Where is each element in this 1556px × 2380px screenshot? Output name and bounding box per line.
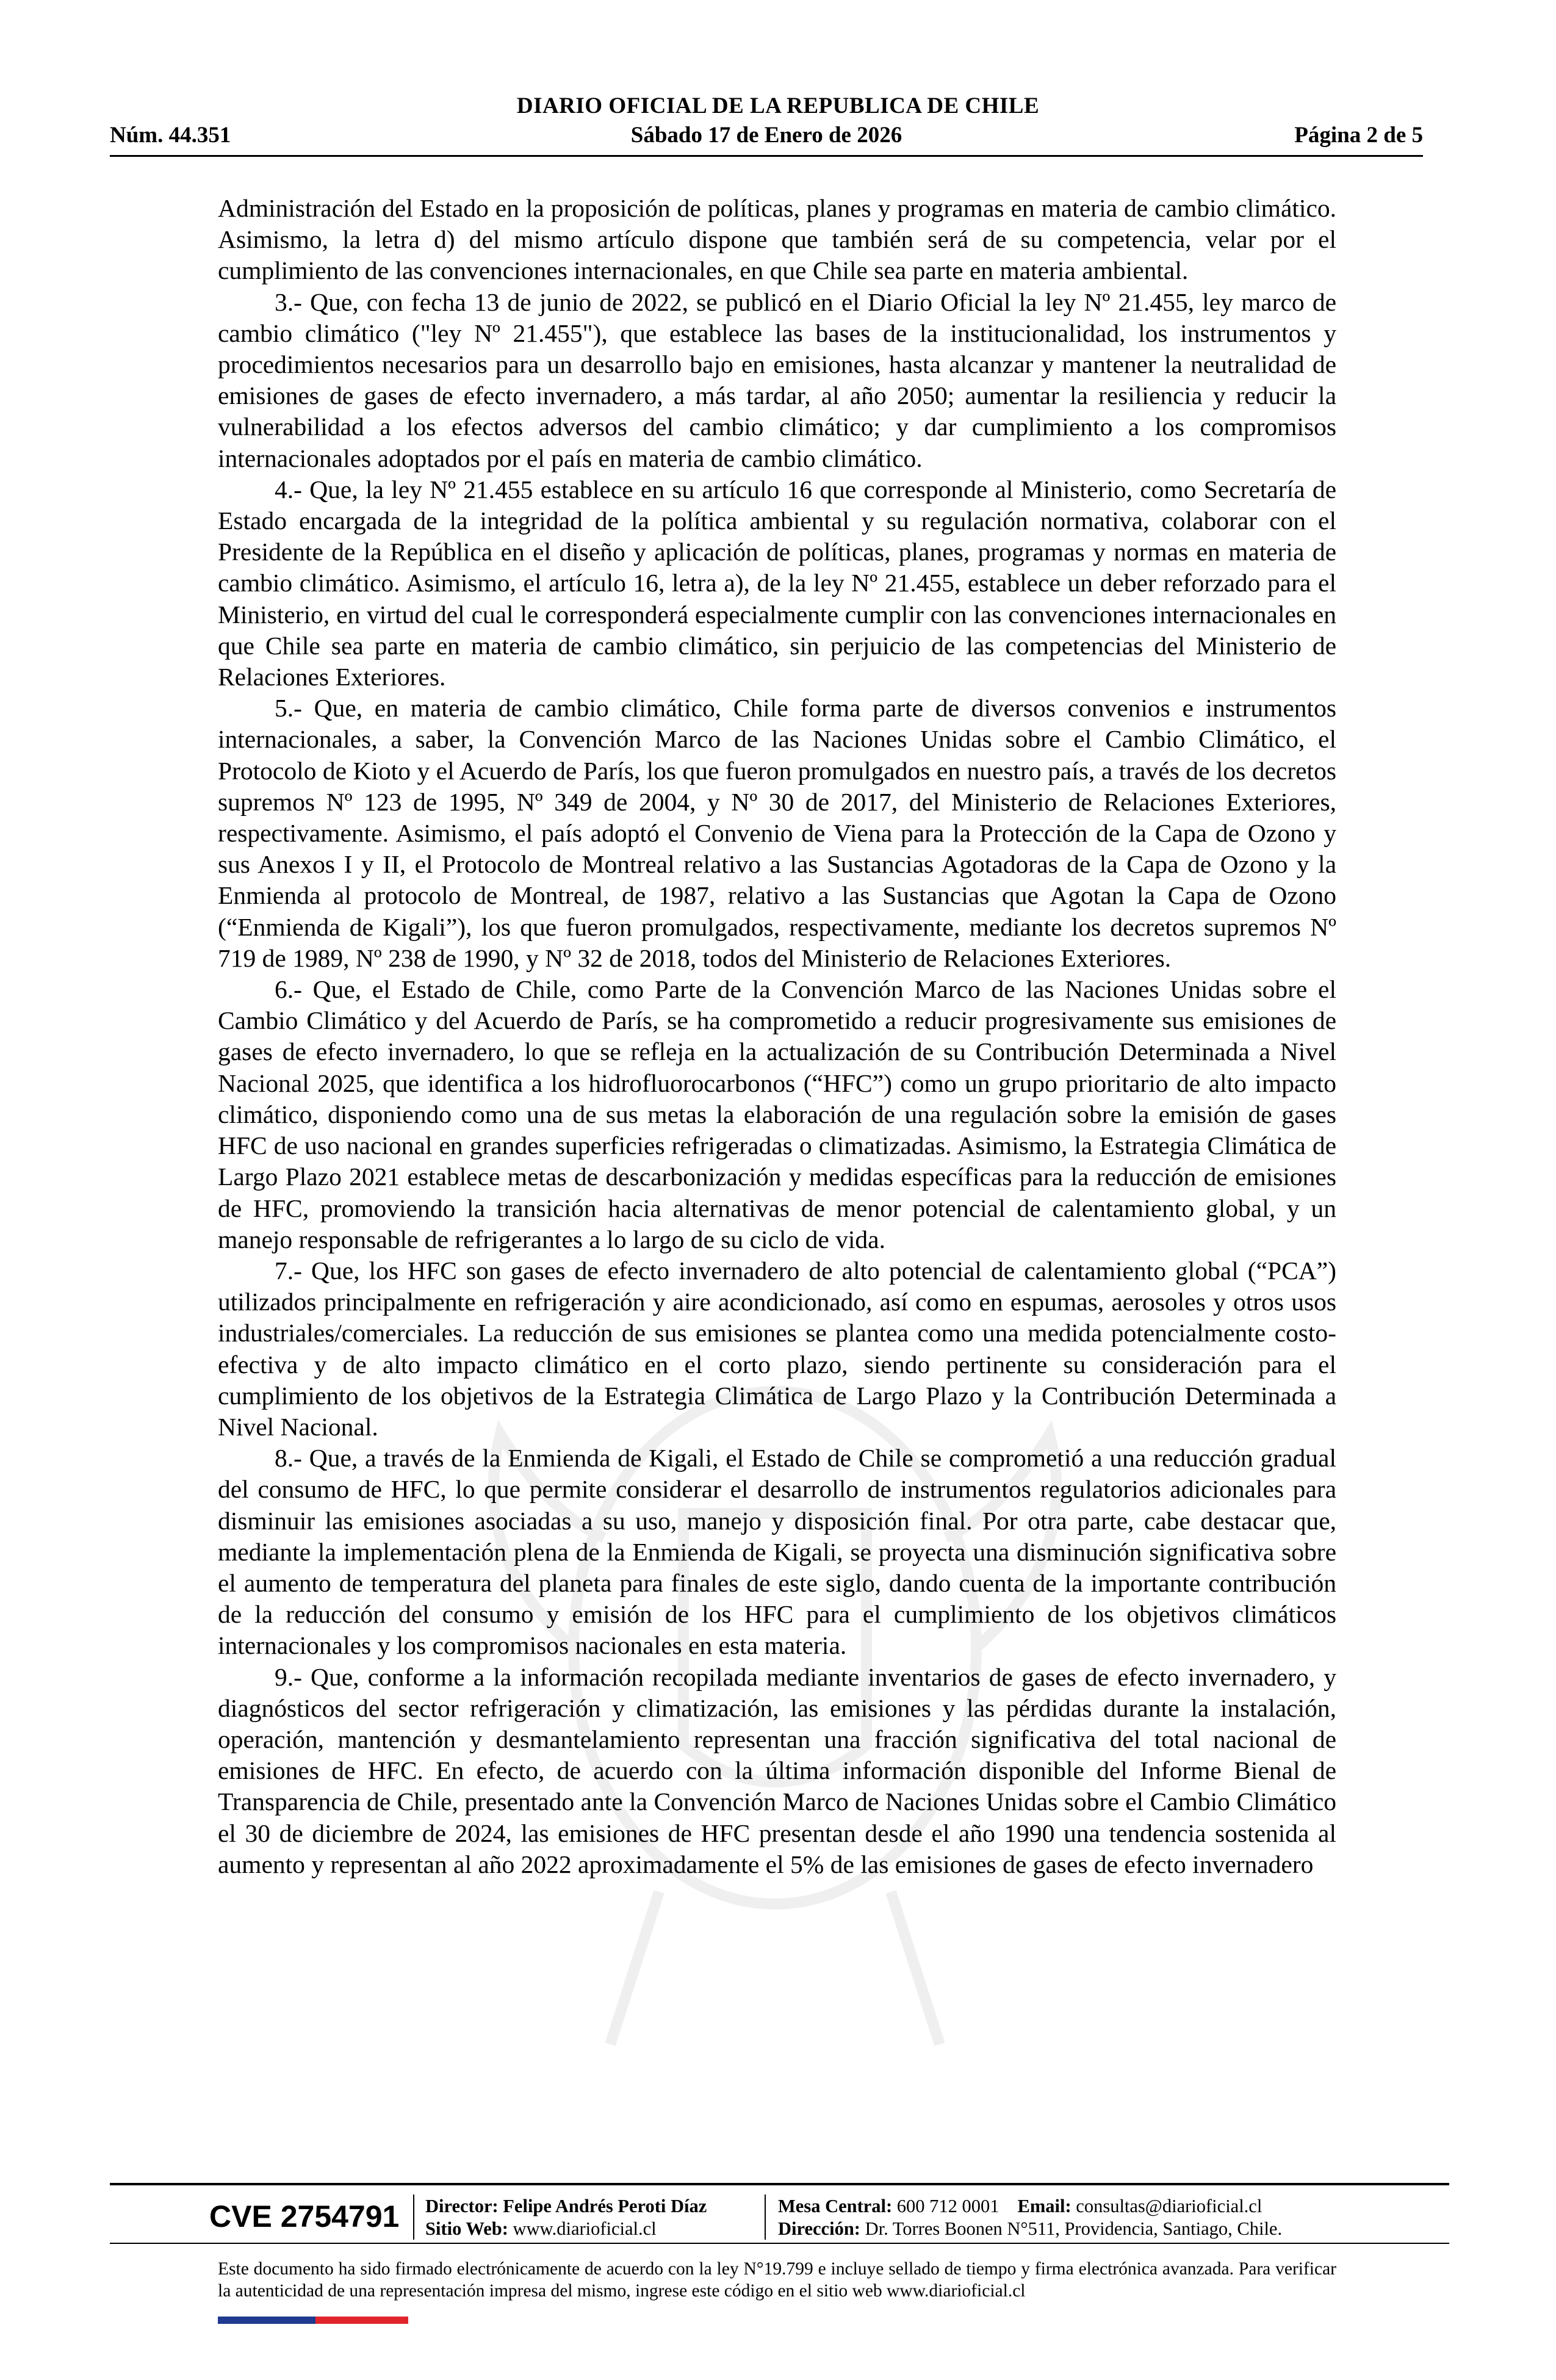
- cve-code: CVE 2754791: [209, 2199, 400, 2234]
- header-row: [110, 122, 1423, 151]
- mesa-label: Mesa Central:: [778, 2196, 893, 2216]
- paragraph-continuation: Administración del Estado en la proposición de políticas, planes y programas en materia de cambio climático. Asimismo, la letra d) del mismo artículo dispone que también será de su competencia, velar por el cumplimiento de las convenciones internacionales, en que Chile sea parte en materia ambiental.: [218, 194, 1336, 285]
- paragraph-3: 3.- Que, con fecha 13 de junio de 2022, se publicó en el Diario Oficial la ley Nº 21.455, ley marco de cambio climático ("ley Nº 21.455"), que establece las bases de la institucionalidad, los instrumentos y procedimientos necesarios para un desarrollo bajo en emisiones, hasta alcanzar y mantener la neutralidad de emisiones de gases de efecto invernadero, a más tardar, al año 2050; aumentar la resiliencia y reducir la vulnerabilidad a los efectos adversos del cambio climático; y dar cumplimiento a los compromisos internacionales adoptados por el país en materia de cambio climático.: [218, 287, 1336, 472]
- issue-number: Núm. 44.351: [110, 123, 231, 148]
- paragraph-5: 5.- Que, en materia de cambio climático, Chile forma parte de diversos convenios e instrumentos internacionales, a saber, la Convención Marco de las Naciones Unidas sobre el Cambio Climático, el Protocolo de Kioto y el Acuerdo de París, los que fueron promulgados en nuestro país, a través de los decretos supremos Nº 123 de 1995, Nº 349 de 2004, y Nº 30 de 2017, del Ministerio de Relaciones Exteriores, respectivamente. Asimismo, el país adoptó el Convenio de Viena para la Protección de la Capa de Ozono y sus Anexos I y II, el Protocolo de Montreal relativo a las Sustancias Agotadoras de la Capa de Ozono y la Enmienda al protocolo de Montreal, de 1987, relativo a las Sustancias que Agotan la Capa de Ozono (“Enmienda de Kigali”), los que fueron promulgados, respectivamente, mediante los decretos supremos Nº 719 de 1989, Nº 238 de 1990, y Nº 32 de 2018, todos del Ministerio de Relaciones Exteriores.: [218, 694, 1336, 972]
- page-indicator: Página 2 de 5: [1294, 123, 1423, 148]
- footer-divider-thin: [110, 2243, 1449, 2244]
- header-divider: [110, 155, 1423, 157]
- email-link[interactable]: consultas@diarioficial.cl: [1076, 2196, 1262, 2216]
- issue-date: Sábado 17 de Enero de 2026: [630, 123, 902, 148]
- paragraph-8: 8.- Que, a través de la Enmienda de Kigali, el Estado de Chile se comprometió a una reducción gradual del consumo de HFC, lo que permite considerar el desarrollo de instrumentos regulatorios adicionales para disminuir las emisiones asociadas a su uso, manejo y disposición final. Por otra parte, cabe destacar que, mediante la implementación plena de la Enmienda de Kigali, se proyecta una disminución significativa sobre el aumento de temperatura del planeta para finales de este siglo, dando cuenta de la importante contribución de la reducción del consumo y emisión de los HFC para el cumplimiento de los objetivos climáticos internacionales y los compromisos nacionales en esta materia.: [218, 1444, 1336, 1660]
- footer-separator: [413, 2194, 414, 2240]
- signature-notice: Este documento ha sido firmado electrónicamente de acuerdo con la ley N°19.799 e incluye sellado de tiempo y firma electrónica avanzada. Para verificar la autenticidad de una representación impresa del mismo, ingrese este código en el sitio web www.diarioficial.cl: [218, 2259, 1336, 2301]
- flag-stripe-blue: [218, 2317, 315, 2324]
- newspaper-title: DIARIO OFICIAL DE LA REPUBLICA DE CHILE: [516, 93, 1040, 118]
- paragraph-9: 9.- Que, conforme a la información recopilada mediante inventarios de gases de efecto invernadero, y diagnósticos del sector refrigeración y climatización, las emisiones y las pérdidas durante la instalación, operación, mantención y desmantelamiento representan una fracción significativa del total nacional de emisiones de HFC. En efecto, de acuerdo con la última información disponible del Informe Bienal de Transparencia de Chile, presentado ante la Convención Marco de Naciones Unidas sobre el Cambio Climático el 30 de diciembre de 2024, las emisiones de HFC presentan desde el año 1990 una tendencia sostenida al aumento y representan al año 2022 aproximadamente el 5% de las emisiones de gases de efecto invernadero: [218, 1662, 1336, 1878]
- footer-divider: [110, 2183, 1449, 2185]
- document-body: [218, 193, 1336, 1880]
- paragraph-7: 7.- Que, los HFC son gases de efecto invernadero de alto potencial de calentamiento global (“PCA”) utilizados principalmente en refrigeración y aire acondicionado, así como en espumas, aerosoles y otros usos industriales/comerciales. La reducción de sus emisiones se plantea como una medida potencialmente costo-efectiva y de alto impacto climático en el corto plazo, siendo pertinente su consideración para el cumplimiento de los objetivos de la Estrategia Climática de Largo Plazo y la Contribución Determinada a Nivel Nacional.: [218, 1256, 1336, 1441]
- director-label: Director:: [425, 2196, 499, 2216]
- flag-stripe-red: [315, 2317, 408, 2324]
- address-label: Dirección:: [778, 2218, 860, 2239]
- address-value: Dr. Torres Boonen N°511, Providencia, Santiago, Chile.: [865, 2218, 1283, 2239]
- footer-director-block: [425, 2195, 707, 2240]
- email-label: Email:: [1017, 2196, 1072, 2216]
- footer-separator: [765, 2194, 766, 2240]
- mesa-phone: 600 712 0001: [896, 2196, 1000, 2216]
- site-label: Sitio Web:: [425, 2218, 508, 2239]
- footer-contact-block: [778, 2195, 1282, 2240]
- paragraph-4: 4.- Que, la ley Nº 21.455 establece en su artículo 16 que corresponde al Ministerio, como Secretaría de Estado encargada de la integridad de la política ambiental y su regulación normativa, colaborar con el Presidente de la República en el diseño y aplicación de políticas, planes, programas y normas en materia de cambio climático. Asimismo, el artículo 16, letra a), de la ley Nº 21.455, establece un deber reforzado para el Ministerio, en virtud del cual le corresponderá especialmente cumplir con las convenciones internacionales en que Chile sea parte en materia de cambio climático, sin perjuicio de las competencias del Ministerio de Relaciones Exteriores.: [218, 475, 1336, 691]
- director-name: Felipe Andrés Peroti Díaz: [503, 2196, 707, 2216]
- paragraph-6: 6.- Que, el Estado de Chile, como Parte de la Convención Marco de las Naciones Unidas sobre el Cambio Climático y del Acuerdo de París, se ha comprometido a reducir progresivamente sus emisiones de gases de efecto invernadero, lo que se refleja en la actualización de su Contribución Determinada a Nivel Nacional 2025, que identifica a los hidrofluorocarbonos (“HFC”) como un grupo prioritario de alto impacto climático, disponiendo como una de sus metas la elaboración de una regulación sobre la emisión de gases HFC de uso nacional en grandes superficies refrigeradas o climatizadas. Asimismo, la Estrategia Climática de Largo Plazo 2021 establece metas de descarbonización y medidas específicas para la reducción de emisiones de HFC, promoviendo la transición hacia alternativas de menor potencial de calentamiento global, y un manejo responsable de refrigerantes a lo largo de su ciclo de vida.: [218, 975, 1336, 1253]
- site-link[interactable]: www.diarioficial.cl: [513, 2218, 657, 2239]
